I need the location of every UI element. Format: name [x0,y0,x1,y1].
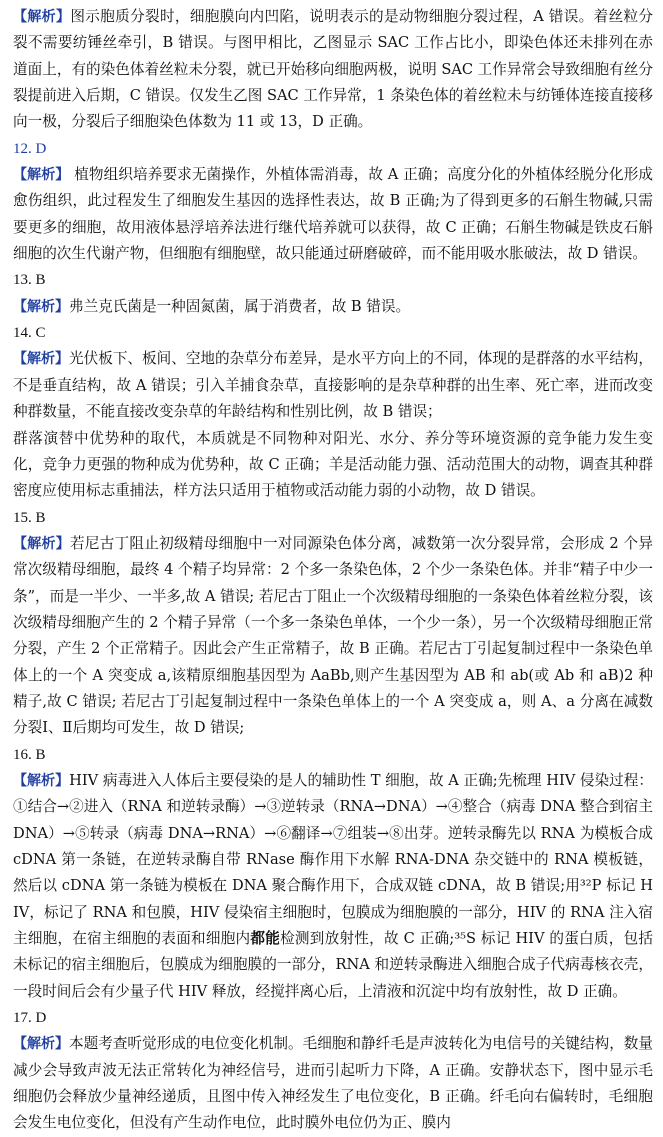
explanation-text: 图示胞质分裂时，细胞膜向内凹陷，说明表示的是动物细胞分裂过程，A 错误。着丝粒分裂不需要纺锤丝牵引，B 错误。与图甲相比，乙图显示 SAC 工作占比小，即染色体还未排列在赤道面上，有的染色体着丝粒未分裂，就已开始移向细胞两极，说明 SAC 工作异常会导致细胞有丝分裂提前进入后期，C 错误。仅发生乙图 SAC 工作异常，1 条染色体的着丝粒未与纺锤体连接直接移向一极，分裂后子细胞染色体数为 11 或 13，D 正确。 [13,8,653,131]
explanation-text: 植物组织培养要求无菌操作，外植体需消毒，故 A 正确；高度分化的外植体经脱分化形成愈伤组织，此过程发生了细胞发生基因的选择性表达，故 B 正确;为了得到更多的石斛生物碱,只需要更多的细胞，故用液体悬浮培养法进行继代培养就可以获得，故 C 正确；石斛生物碱是铁皮石斛细胞的次生代谢产物，但细胞有细胞壁，故只能通过研磨破碎，而不能用吸水胀破法，故 D 错误。 [13,166,653,263]
explanation-text: HIV 病毒进入人体后主要侵染的是人的辅助性 T 细胞，故 A 正确;先梳理 HIV 侵染过程：①结合→②进入（RNA 和逆转录酶）→③逆转录（RNA→DNA）→④整合（病毒 DNA 整合到宿主 DNA）→⑤转录（病毒 DNA→RNA）→⑥翻译→⑦组装→⑧出芽。逆转录酶先以 RNA 为模板合成 cDNA 第一条链，在逆转录酶自带 RNase 酶作用下水解 RNA-DNA 杂交链中的 RNA 模板链，然后以 cDNA 第一条链为模板在 DNA 聚合酶作用下，合成双链 cDNA，故 B 错误;用³²P 标记 HIV，标记了 RNA 和包膜，HIV 侵染宿主细胞时，包膜成为细胞膜的一部分，HIV 的 RNA 注入宿主细胞，在宿主细胞的表面和细胞内 [13,771,653,948]
explanation-paragraph [13,346,653,504]
question-number: 15. B [13,509,46,526]
explanation-paragraph [13,1031,653,1136]
question-number: 14. C [13,325,46,342]
analysis-tag: 【解析】 [13,535,71,552]
analysis-tag: 【解析】 [13,1036,70,1053]
analysis-tag: 【解析】 [13,772,70,789]
question-number: 12. D [13,140,47,157]
explanation-paragraph [13,4,653,136]
analysis-tag: 【解析】 [13,298,69,315]
explanation-text: 若尼古丁阻止初级精母细胞中一对同源染色体分离，减数第一次分裂异常，会形成 2 个异常次级精母细胞，最终 4 个精子均异常：2 个多一条染色体，2 个少一条染色体。并非“精子中少一条”，而是一半少、一半多,故 A 错误; 若尼古丁阻止一个次级精母细胞的一条染色体着丝粒分裂，该次级精母细胞产生的 2 个精子异常（一个多一条染色单体，一个少一条），另一个次级精母细胞正常分裂，产生 2 个正常精子。因此会产生正常精子，故 B 正确。若尼古丁引起复制过程中一条染色单体上的一个 A 突变成 a,该精原细胞基因型为 AaBb,则产生基因型为 AB 和 ab(或 Ab 和 aB)2 种精子,故 C 错误; 若尼古丁引起复制过程中一条染色单体上的一个 A 突变成 a，则 A、a 分离在减数分裂Ⅰ、Ⅱ后期均可发生，故 D 错误; [13,534,653,737]
explanation-text: 弗兰克氏菌是一种固氮菌，属于消费者，故 B 错误。 [69,297,411,315]
explanation-paragraph [13,768,653,1005]
explanation-paragraph [13,162,653,267]
analysis-tag: 【解析】 [13,9,71,25]
explanation-paragraph [13,294,653,320]
question-number: 16. B [13,746,46,763]
emphasis-text: 都能 [250,930,281,948]
explanation-text: 本题考查听觉形成的电位变化机制。毛细胞和静纤毛是声波转化为电信号的关键结构，数量减少会导致声波无法正常转化为神经信号，进而引起听力下降，A 正确。安静状态下，图中显示毛细胞仍会释放少量神经递质，且图中传入神经发生了电位变化，B 正确。纤毛向右偏转时，毛细胞会发生电位变化，但没有产生动作电位，此时膜外电位仍为正、膜内 [13,1035,653,1132]
explanation-text: 检测到放射性，故 C 正确;³⁵S 标记 HIV 的蛋白质，包括未标记的宿主细胞后，包膜成为细胞膜的一部分，RNA 和逆转录酶进入细胞合成子代病毒核衣壳，一段时间后会有少量子代 HIV 释放，经搅拌离心后，上清液和沉淀中均有放射性，故 D 正确。 [13,930,653,1000]
question-number: 17. D [13,1010,47,1027]
question-number: 13. B [13,272,46,289]
explanation-text: 光伏板下、板间、空地的杂草分布差异，是水平方向上的不同，体现的是群落的水平结构，不是垂直结构，故 A 错误；引入羊捕食杂草，直接影响的是杂草种群的出生率、死亡率，进而改变种群数量，不能直接改变杂草的年龄结构和性别比例，故 B 错误； 群落演替中优势种的取代，本质就是不同物种对阳光、水分、养分等环境资源的竞争能力发生变化，竞争力更强的物种成为优势种，故 C 正确；羊是活动能力强、活动范围大的动物，调查其种群密度应使用标志重捕法，样方法只适用于植物或活动能力弱的小动物，故 D 错误。 [13,350,653,500]
analysis-tag: 【解析】 [13,167,70,184]
analysis-tag: 【解析】 [13,351,70,368]
explanation-paragraph [13,531,653,742]
